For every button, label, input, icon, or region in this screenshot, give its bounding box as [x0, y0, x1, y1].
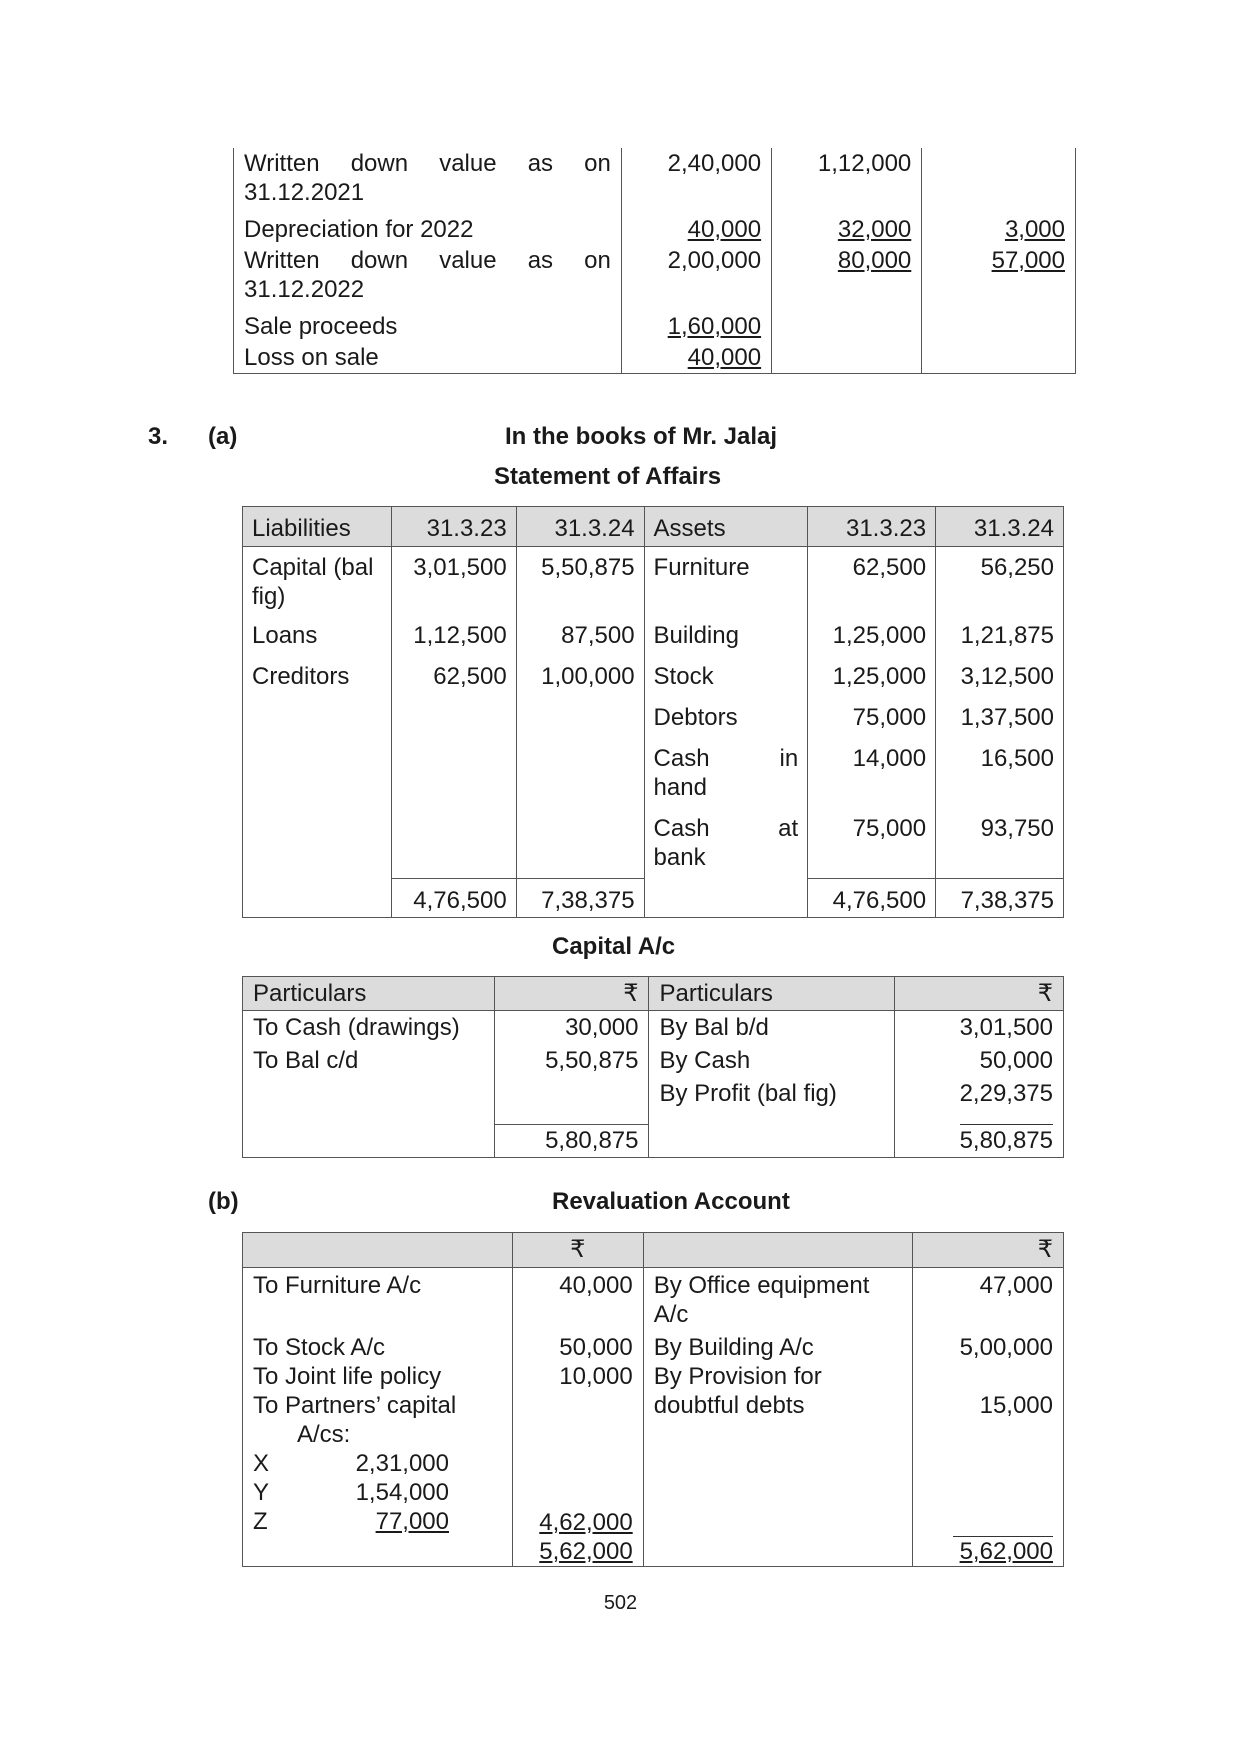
- asset-value: 75,000: [808, 697, 936, 738]
- liability-value: 1,00,000: [516, 656, 644, 697]
- rupee-icon: ₹: [895, 977, 1064, 1011]
- total-value: 5,62,000: [959, 1538, 1053, 1565]
- rupee-icon: ₹: [913, 1233, 1064, 1268]
- statement-heading: Statement of Affairs: [494, 463, 722, 490]
- asset-name-part: at: [778, 815, 799, 842]
- partner-row: [253, 1449, 502, 1478]
- credit-particular: By Provision for: [643, 1362, 912, 1391]
- asset-value: 93,750: [936, 808, 1064, 878]
- credit-amount: 2,29,375: [895, 1077, 1064, 1110]
- asset-value: 16,500: [936, 738, 1064, 808]
- table-row: [234, 214, 1076, 245]
- row-value: [772, 342, 922, 374]
- credit-amount: 50,000: [895, 1044, 1064, 1077]
- debit-particular: To Furniture A/c: [243, 1268, 513, 1334]
- asset-name: [644, 808, 808, 878]
- row-value: 80,000: [837, 247, 912, 274]
- asset-name: [644, 738, 808, 808]
- row-label: Loss on sale: [234, 342, 622, 374]
- row-value: 1,12,000: [772, 148, 922, 214]
- credit-amount: 47,000: [913, 1268, 1064, 1334]
- asset-name: Furniture: [644, 547, 808, 616]
- table-row: [243, 1391, 1064, 1449]
- debit-amount: 30,000: [494, 1011, 649, 1045]
- asset-name-part: bank: [653, 844, 706, 871]
- total-value: 5,62,000: [539, 1538, 633, 1565]
- partner-name: X: [253, 1450, 270, 1477]
- question-number: 3.: [148, 423, 169, 450]
- table-row: [243, 1077, 1064, 1110]
- liability-value: 3,01,500: [391, 547, 516, 616]
- credit-particular-cont: doubtful debts: [643, 1391, 912, 1449]
- total-value: 5,80,875: [960, 1124, 1053, 1157]
- liability-value: 62,500: [391, 656, 516, 697]
- totals-row: [243, 878, 1064, 917]
- table-header-row: [243, 507, 1064, 547]
- table-row: [243, 738, 1064, 808]
- table-row: [243, 1044, 1064, 1077]
- debit-particular: To Partners’ capital: [253, 1392, 457, 1419]
- row-value: [922, 148, 1076, 214]
- revaluation-heading: Revaluation Account: [552, 1188, 790, 1215]
- totals-row: [243, 1124, 1064, 1158]
- partner-name: Z: [253, 1508, 268, 1535]
- statement-of-affairs-table: [242, 506, 1064, 918]
- partner-row: [253, 1507, 502, 1536]
- table-row: [243, 615, 1064, 656]
- total-value: 7,38,375: [936, 878, 1064, 917]
- credit-particular: By Office equipment A/c: [643, 1268, 912, 1334]
- column-header: [643, 1233, 912, 1268]
- asset-name: Building: [644, 615, 808, 656]
- capital-heading: Capital A/c: [552, 933, 676, 960]
- total-value: 5,80,875: [494, 1124, 649, 1158]
- row-label: Depreciation for 2022: [234, 214, 622, 245]
- row-value: 40,000: [687, 344, 762, 371]
- table-header-row: [243, 1233, 1064, 1268]
- asset-value: 14,000: [808, 738, 936, 808]
- column-header: 31.3.24: [936, 507, 1064, 547]
- table-row: [243, 697, 1064, 738]
- row-value: [772, 311, 922, 342]
- debit-amount: 10,000: [512, 1362, 643, 1391]
- column-header: Particulars: [243, 977, 495, 1011]
- column-header: 31.3.24: [516, 507, 644, 547]
- asset-value: 62,500: [808, 547, 936, 616]
- table-row: [243, 1333, 1064, 1362]
- books-heading: In the books of Mr. Jalaj: [505, 423, 778, 450]
- table-row: [243, 1362, 1064, 1391]
- total-value: 4,76,500: [808, 878, 936, 917]
- liability-name: Loans: [243, 615, 392, 656]
- revaluation-account-table: [242, 1232, 1064, 1567]
- credit-amount: 5,00,000: [913, 1333, 1064, 1362]
- asset-name-part: Cash: [653, 815, 710, 842]
- partner-amount: 2,31,000: [355, 1450, 449, 1477]
- asset-value: 3,12,500: [936, 656, 1064, 697]
- rupee-icon: ₹: [512, 1233, 643, 1268]
- column-header: [243, 1233, 513, 1268]
- row-value: 57,000: [991, 247, 1065, 274]
- liability-name: Capital (bal fig): [243, 547, 392, 616]
- debit-particular: To Joint life policy: [243, 1362, 513, 1391]
- credit-particular: By Cash: [649, 1044, 895, 1077]
- asset-name: Debtors: [644, 697, 808, 738]
- table-row: [243, 547, 1064, 616]
- credit-particular: By Bal b/d: [649, 1011, 895, 1045]
- column-header: Particulars: [649, 977, 895, 1011]
- table-row: [243, 1110, 1064, 1124]
- part-b-label: (b): [208, 1188, 239, 1215]
- liability-name: Creditors: [243, 656, 392, 697]
- asset-value: 75,000: [808, 808, 936, 878]
- row-value: [922, 311, 1076, 342]
- liability-value: 5,50,875: [516, 547, 644, 616]
- row-value: 1,60,000: [667, 313, 762, 340]
- row-label: Sale proceeds: [234, 311, 622, 342]
- debit-amount: 40,000: [512, 1268, 643, 1334]
- total-value: 4,76,500: [391, 878, 516, 917]
- table-row: [243, 1011, 1064, 1045]
- page-number: 502: [603, 1592, 638, 1614]
- asset-name-part: hand: [653, 774, 707, 801]
- asset-value: 1,37,500: [936, 697, 1064, 738]
- asset-name: Stock: [644, 656, 808, 697]
- table-row: [243, 1449, 1064, 1567]
- part-a-label: (a): [208, 423, 238, 450]
- partner-name: Y: [253, 1479, 270, 1506]
- column-header: 31.3.23: [808, 507, 936, 547]
- table-row: [243, 656, 1064, 697]
- row-label: Written down value as on 31.12.2021: [234, 148, 622, 214]
- table-row: [234, 311, 1076, 342]
- debit-particular-cont: A/cs:: [297, 1421, 351, 1448]
- debit-particular: To Stock A/c: [243, 1333, 513, 1362]
- asset-value: 1,25,000: [808, 656, 936, 697]
- column-header: Liabilities: [243, 507, 392, 547]
- row-value: [922, 342, 1076, 374]
- table-row: [234, 245, 1076, 311]
- column-header: Assets: [644, 507, 808, 547]
- credit-amount: 3,01,500: [895, 1011, 1064, 1045]
- column-header: 31.3.23: [391, 507, 516, 547]
- total-value: 7,38,375: [516, 878, 644, 917]
- row-value: 2,40,000: [621, 148, 771, 214]
- asset-name-part: in: [779, 745, 799, 772]
- liability-value: 1,12,500: [391, 615, 516, 656]
- partner-row: [253, 1478, 502, 1507]
- capital-account-table: [242, 976, 1064, 1158]
- credit-amount: 15,000: [913, 1391, 1064, 1449]
- row-value: 3,000: [1004, 216, 1065, 243]
- asset-value: 1,25,000: [808, 615, 936, 656]
- liability-value: 87,500: [516, 615, 644, 656]
- partner-amount: 77,000: [375, 1508, 449, 1535]
- credit-particular: By Building A/c: [643, 1333, 912, 1362]
- debit-particular: To Bal c/d: [243, 1044, 495, 1077]
- row-value: 40,000: [687, 216, 762, 243]
- debit-amount: 5,50,875: [494, 1044, 649, 1077]
- asset-name-part: Cash: [653, 745, 710, 772]
- row-label: Written down value as on 31.12.2022: [234, 245, 622, 311]
- partner-amount: 1,54,000: [355, 1479, 449, 1506]
- row-value: 2,00,000: [621, 245, 771, 311]
- table-row: [234, 148, 1076, 214]
- credit-particular: By Profit (bal fig): [649, 1077, 895, 1110]
- depreciation-table: [233, 148, 1076, 374]
- table-row: [243, 808, 1064, 878]
- partner-total: 4,62,000: [539, 1509, 633, 1536]
- debit-particular: To Cash (drawings): [243, 1011, 495, 1045]
- asset-value: 1,21,875: [936, 615, 1064, 656]
- asset-value: 56,250: [936, 547, 1064, 616]
- rupee-icon: ₹: [494, 977, 649, 1011]
- debit-amount: 50,000: [512, 1333, 643, 1362]
- table-row: [243, 1268, 1064, 1334]
- row-value: 32,000: [837, 216, 912, 243]
- table-header-row: [243, 977, 1064, 1011]
- table-row: [234, 342, 1076, 374]
